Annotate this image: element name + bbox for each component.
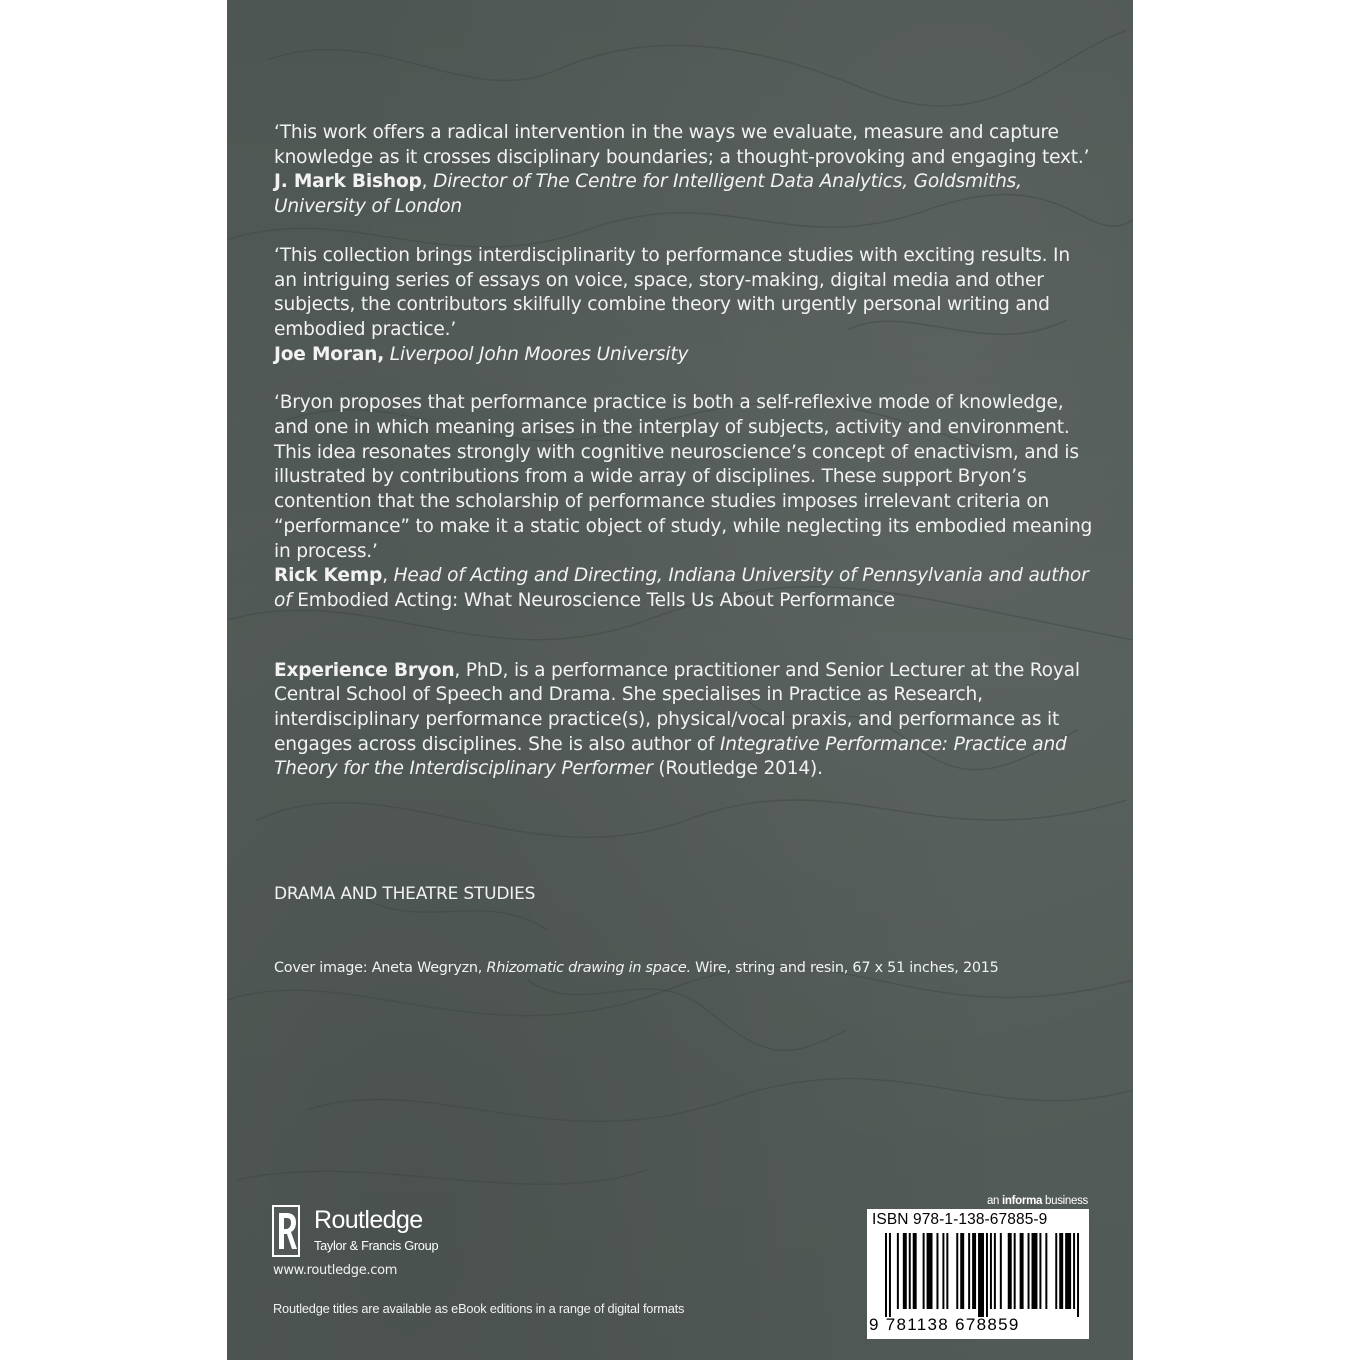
author-name: Experience Bryon <box>274 659 455 681</box>
barcode-bar <box>1032 1233 1038 1309</box>
barcode-bar <box>1059 1233 1063 1309</box>
barcode-bar <box>927 1233 933 1309</box>
barcode-bar <box>1073 1233 1075 1309</box>
back-cover <box>227 0 1133 1360</box>
barcode-bar <box>1045 1233 1047 1309</box>
endorser-name: Joe Moran, <box>274 343 385 365</box>
endorser-affiliation: Liverpool John Moores University <box>389 343 689 365</box>
isbn-barcode <box>867 1209 1089 1339</box>
barcode-bar <box>903 1233 907 1309</box>
endorsement-quote: ‘This collection brings interdisciplinarity to performance studies with exciting results. In an intriguing series of essays on voice, space, story-making, digital media and other subjects, the contributors skilfully combine theory with urgently personal writing and embodied practice.’ <box>274 244 1070 340</box>
barcode-bar <box>897 1233 899 1309</box>
barcode-bar <box>972 1233 976 1309</box>
barcode-bar <box>1055 1233 1057 1309</box>
barcode-bar <box>1077 1233 1079 1317</box>
endorser-book-title: Embodied Acting: What Neuroscience Tells Us About Performance <box>291 589 895 611</box>
barcode-bar <box>913 1233 917 1309</box>
barcode-bar <box>978 1233 984 1317</box>
barcode-bar <box>990 1233 992 1309</box>
barcode-bar <box>946 1233 948 1309</box>
endorser-affiliation: Head of Acting and Directing, Indiana University of Pennsylvania and author of <box>274 565 1089 611</box>
isbn-label: ISBN 978-1-138-67885-9 <box>872 1211 1048 1228</box>
barcode-bar <box>956 1233 958 1309</box>
publisher-logo <box>272 1205 472 1261</box>
barcode-bar <box>1028 1233 1030 1309</box>
barcode-bar <box>1000 1233 1002 1309</box>
barcode-bar <box>1039 1233 1041 1309</box>
endorsement-2 <box>274 244 1094 368</box>
endorser-name: J. Mark Bishop <box>274 171 422 193</box>
endorser-name: Rick Kemp <box>274 565 383 587</box>
barcode-bar <box>942 1233 944 1309</box>
routledge-r-logo-icon <box>272 1205 302 1257</box>
barcode-bars <box>885 1233 1081 1317</box>
barcode-bar <box>1014 1233 1016 1309</box>
barcode-bar <box>885 1233 887 1317</box>
barcode-bar <box>889 1233 891 1317</box>
barcode-bar <box>936 1233 938 1309</box>
barcode-bar <box>968 1233 970 1309</box>
barcode-bar <box>923 1233 925 1309</box>
barcode-bar <box>960 1233 964 1309</box>
endorsement-quote: ‘This work offers a radical intervention in the ways we evaluate, measure and capture knowledge as it crosses disciplinary boundaries; a thought-provoking and engaging text.’ <box>274 122 1090 168</box>
publisher-group: Taylor & Francis Group <box>314 1238 439 1253</box>
author-bio: Experience Bryon, PhD, is a performance practitioner and Senior Lecturer at the Royal Central School of Speech and Drama. She specialises in Practice as Research, interdisciplinary performance practice(s), physical/vocal praxis, and performance as it engages across disciplines. She is also author of Integrative Performance: Practice and Theory for the Interdisciplinary Performer (Routledge 2014). <box>274 659 1080 780</box>
barcode-digits: 9 781138 678859 <box>869 1315 1020 1334</box>
barcode-bar <box>1008 1233 1012 1309</box>
publisher-name: Routledge <box>314 1206 423 1234</box>
subject-category: DRAMA AND THEATRE STUDIES <box>274 884 536 904</box>
cover-image-credit: Cover image: Aneta Wegryzn, Rhizomatic drawing in space. Wire, string and resin, 67 x 51 inches, 2015 <box>274 960 999 976</box>
barcode-bar <box>909 1233 911 1309</box>
endorsement-1: ‘This work offers a radical intervention in the ways we evaluate, measure and capture knowledge as it crosses disciplinary boundaries; a thought-provoking and engaging text.’ J. Mark Bishop, Director of The Centre for Intelligent Data Analytics, Goldsmiths, University of London <box>274 122 1090 218</box>
endorser-affiliation: Director of The Centre for Intelligent Data Analytics, Goldsmiths, University of London <box>274 171 1022 218</box>
barcode-bar <box>1065 1233 1071 1309</box>
endorsement-3: ‘Bryon proposes that performance practice is both a self-reflexive mode of knowledge, and one in which meaning arises in the interplay of subjects, activity and environment. This idea resonates strongly with cognitive neuroscience’s concept of enactivism, and is illustrated by contributions from a wide array of disciplines. These support Bryon’s contention that the scholarship of performance studies imposes irrelevant criteria on “performance” to make it a static object of study, while neglecting its embodied meaning in process.’ Rick Kemp, Head of Acting and Directing, Indiana University of Pennsylvania and author of Embodied Acting: What Neuroscience Tells Us About Performance <box>274 392 1093 611</box>
publisher-website: www.routledge.com <box>273 1263 398 1278</box>
ebook-availability-note: Routledge titles are available as eBook editions in a range of digital formats <box>273 1301 685 1316</box>
informa-tagline: an informa business <box>986 1195 1088 1207</box>
endorsement-quote: ‘Bryon proposes that performance practice is both a self-reflexive mode of knowledge, and one in which meaning arises in the interplay of subjects, activity and environment. This idea resonates strongly with cognitive neuroscience’s concept of enactivism, and is illustrated by contributions from a wide array of disciplines. These support Bryon’s contention that the scholarship of performance studies imposes irrelevant criteria on “performance” to make it a static object of study, while neglecting its embodied meaning in process.’ <box>274 392 1093 562</box>
barcode-bar <box>994 1233 996 1309</box>
text-column <box>274 121 1094 782</box>
author-previous-book: Integrative Performance: Practice and Theory for the Interdisciplinary Performer <box>274 733 1067 780</box>
barcode-bar <box>1020 1233 1024 1309</box>
barcode-bar <box>986 1233 988 1317</box>
